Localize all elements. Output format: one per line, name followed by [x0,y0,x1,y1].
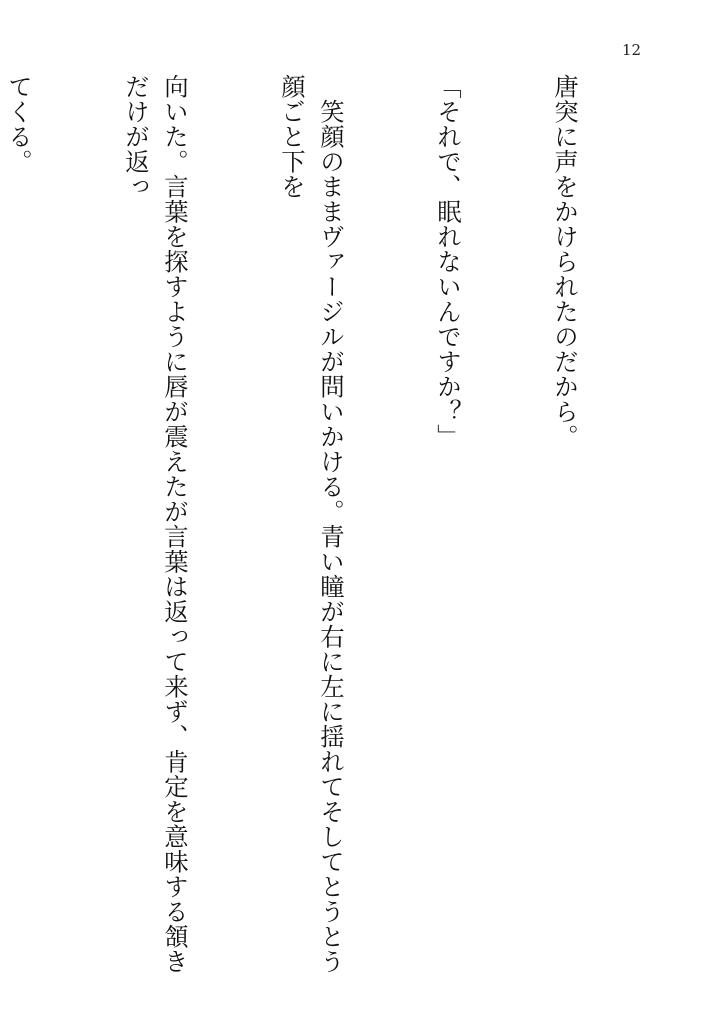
page-number: 12 [622,41,642,59]
text-line: てくる。 [4,74,33,174]
body-text [4,74,662,986]
text-line: 向いた。言葉を探すように唇が震えたが言葉は返って来ず、肯定を意味する頷きだけが返っ [121,74,189,974]
text-line: 「それで、眠れないんですか？」 [433,74,462,449]
text-line: 唐突に声をかけられたのだから。 [550,74,579,449]
text-line: 笑顔のままヴァージルが問いかける。青い瞳が右に左に揺れてそしてとうとう顔ごと下を [277,74,345,974]
